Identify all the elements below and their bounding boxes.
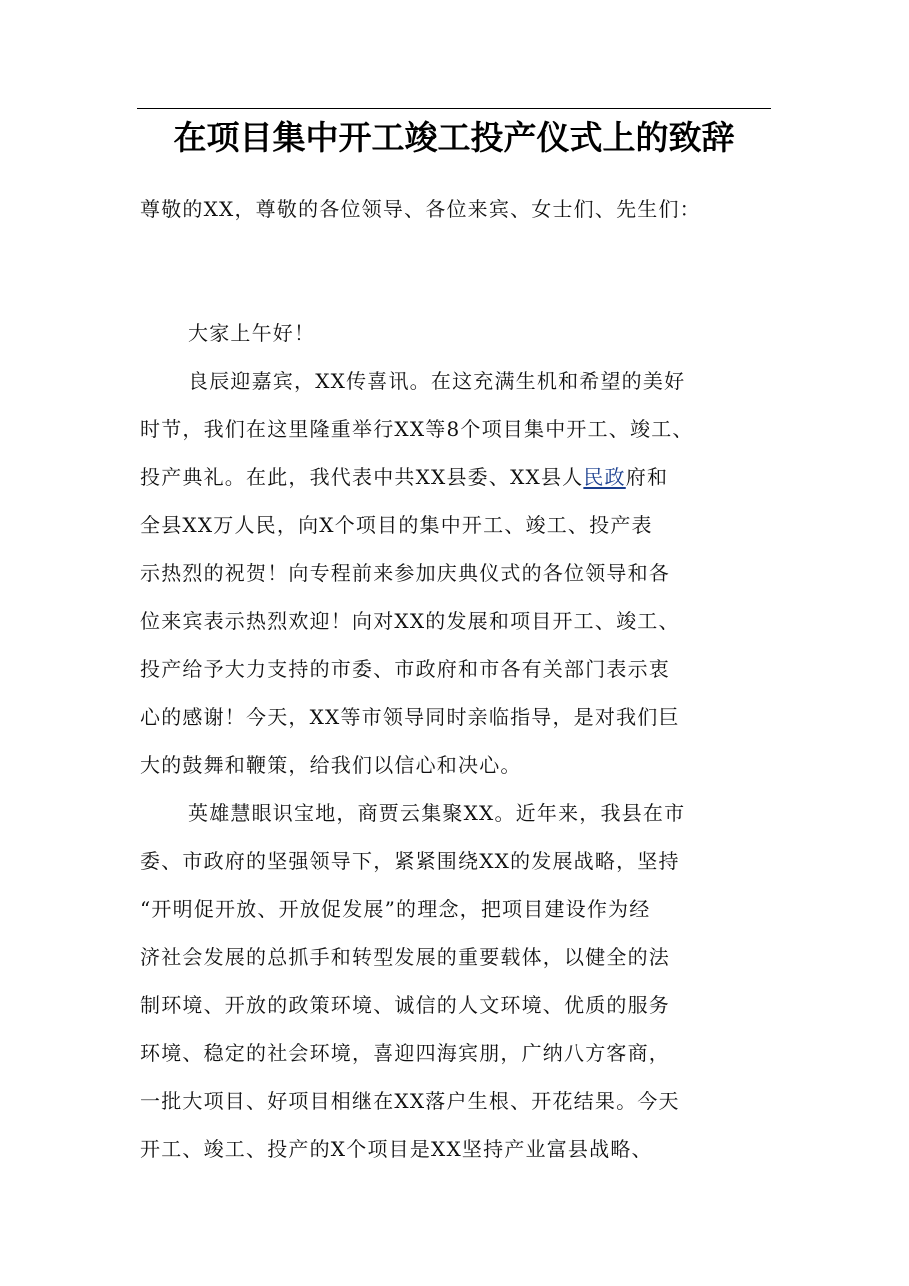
paragraph-2-line-2: 时节，我们在这里隆重举行XX等8个项目集中开工、竣工、: [140, 417, 694, 441]
paragraph-2-line-9: 大的鼓舞和鞭策，给我们以信心和决心。: [140, 753, 522, 777]
hyperlink-text[interactable]: 民政: [583, 465, 626, 489]
document-title: 在项目集中开工竣工投产仪式上的致辞: [173, 118, 735, 157]
paragraph-2-line-3: [140, 462, 790, 510]
paragraph-3-line-5: 制环境、开放的政策环境、诚信的人文环境、优质的服务: [140, 993, 670, 1017]
paragraph-2-line-8: 心的感谢！今天，XX等市领导同时亲临指导，是对我们巨: [140, 705, 680, 729]
paragraph-2-line-1: 良辰迎嘉宾，XX传喜讯。在这充满生机和希望的美好: [188, 369, 686, 393]
body-text: [140, 318, 790, 1182]
paragraph-2-line-5: 示热烈的祝贺！向专程前来参加庆典仪式的各位领导和各: [140, 561, 670, 585]
paragraph-3-line-3: “开明促开放、开放促发展”的理念，把项目建设作为经: [140, 897, 651, 921]
paragraph-2-line-4: 全县XX万人民，向X个项目的集中开工、竣工、投产表: [140, 513, 653, 537]
paragraph-3-line-4: 济社会发展的总抓手和转型发展的重要载体，以健全的法: [140, 945, 670, 969]
paragraph-2-line-3-text: 投产典礼。在此，我代表中共XX县委、XX县人: [140, 465, 584, 489]
paragraph-2-line-7: 投产给予大力支持的市委、市政府和市各有关部门表示衷: [140, 657, 670, 681]
paragraph-2-line-3-tail: 府和: [625, 465, 669, 489]
paragraph-3-line-8: 开工、竣工、投产的X个项目是XX坚持产业富县战略、: [140, 1137, 653, 1161]
paragraph-3-line-2: 委、市政府的坚强领导下，紧紧围绕XX的发展战略，坚持: [140, 849, 680, 873]
paragraph-3-line-6: 环境、稳定的社会环境，喜迎四海宾朋，广纳八方客商，: [140, 1041, 670, 1065]
paragraph-1-line-1: 大家上午好！: [188, 321, 316, 345]
salutation: 尊敬的XX，尊敬的各位领导、各位来宾、女士们、先生们：: [140, 197, 701, 221]
paragraph-2-line-6: 位来宾表示热烈欢迎！向对XX的发展和项目开工、竣工、: [140, 609, 680, 633]
paragraph-3-line-1: 英雄慧眼识宝地，商贾云集聚XX。近年来，我县在市: [188, 801, 686, 825]
paragraph-3-line-7: 一批大项目、好项目相继在XX落户生根、开花结果。今天: [140, 1089, 680, 1113]
header-rule: [137, 108, 771, 109]
